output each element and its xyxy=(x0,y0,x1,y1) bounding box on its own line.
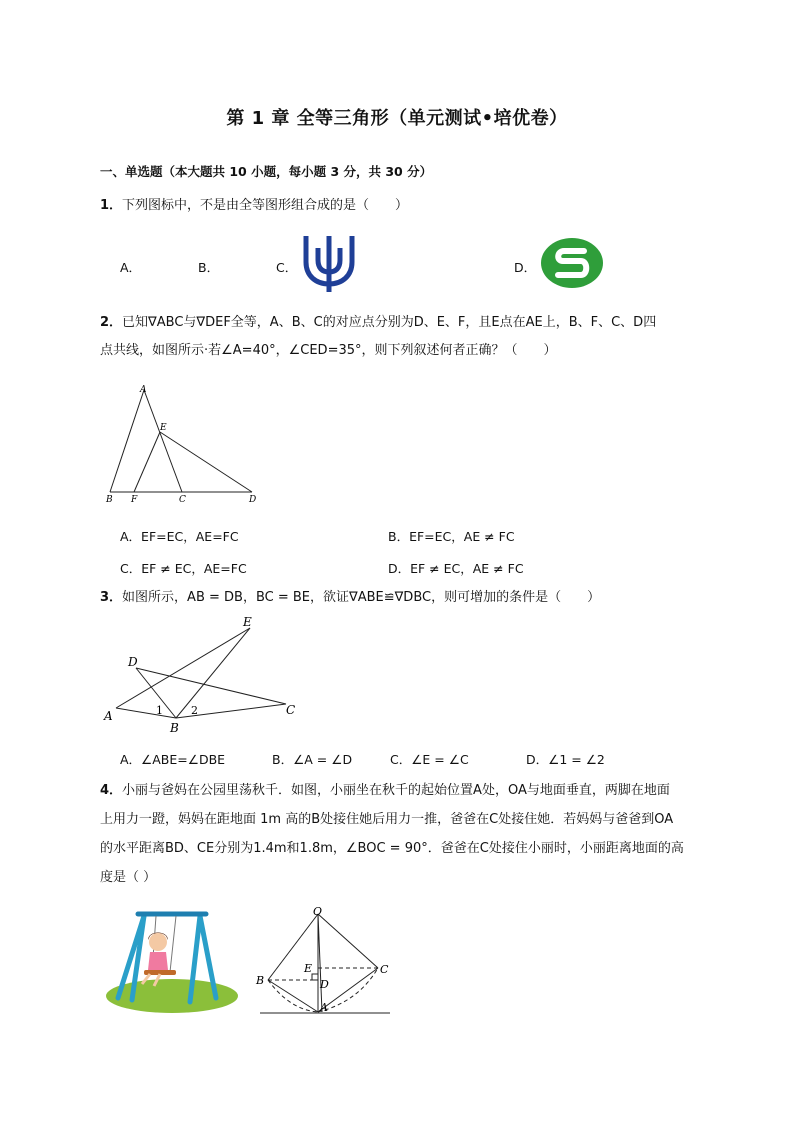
q1-option-c: C． xyxy=(276,260,298,275)
q2-label-f: F xyxy=(131,495,138,505)
q3-option-c: C．∠E = ∠C xyxy=(390,752,469,767)
question-4 xyxy=(100,776,730,892)
q1-option-b: B． xyxy=(198,260,220,275)
q1-option-d: D． xyxy=(514,260,537,275)
q3-label-angle-1: 1 xyxy=(156,704,163,717)
q2-label-b: B xyxy=(106,495,113,505)
question-2-line-2: 点共线，如图所示·若∠A=40°，∠CED=35°，则下列叙述何者正确？（ ） xyxy=(100,343,557,358)
q4-label-c: C xyxy=(380,963,389,976)
q3-label-e: E xyxy=(243,615,252,629)
q2-label-e: E xyxy=(160,423,167,433)
q3-label-d: D xyxy=(128,655,138,669)
q4-label-d: D xyxy=(320,978,329,991)
question-2 xyxy=(100,309,740,365)
question-3-number: 3． xyxy=(100,590,123,605)
q2-option-c: C．EF ≠ EC，AE=FC xyxy=(120,561,247,576)
q3-label-c: C xyxy=(286,703,296,717)
q3-label-angle-2: 2 xyxy=(191,704,198,717)
q3-triangle-figure xyxy=(100,612,310,740)
q3-label-b: B xyxy=(170,721,179,735)
section-heading: 一、单选题（本大题共 10 小题，每小题 3 分，共 30 分） xyxy=(100,164,433,179)
question-4-number: 4． xyxy=(100,783,123,798)
q4-label-o: O xyxy=(313,906,323,918)
q2-label-c: C xyxy=(179,495,186,505)
q2-option-a: A．EF=EC，AE=FC xyxy=(120,529,239,544)
q3-label-a: A xyxy=(104,709,113,723)
q2-label-a: A xyxy=(140,385,147,395)
q1-logo-c-icon xyxy=(300,232,358,294)
question-1-text: 下列图标中，不是由全等图形组合成的是（ ） xyxy=(122,198,409,213)
question-4-line-1: 小丽与爸妈在公园里荡秋千．如图，小丽坐在秋千的起始位置A处，OA与地面垂直，两脚在地面 xyxy=(122,783,670,798)
q1-option-a: A． xyxy=(120,260,142,275)
question-1-number: 1． xyxy=(100,198,123,213)
question-4-line-2: 上用力一蹬，妈妈在距地面 1m 高的B处接住她后用力一推，爸爸在C处接住她．若妈妈与爸爸到OA xyxy=(100,812,674,827)
question-2-line-1: 已知∇ABC与∇DEF全等，A、B、C的对应点分别为D、E、F，且E点在AE上，B、F、C、D四 xyxy=(122,315,657,330)
question-4-line-3: 的水平距离BD、CE分别为1.4m和1.8m，∠BOC = 90°．爸爸在C处接住小丽时，小丽距离地面的高 xyxy=(100,841,684,856)
question-4-line-4: 度是（ ） xyxy=(100,870,157,885)
question-3-text: 如图所示，AB = DB，BC = BE，欲证∇ABE≌∇DBC，则可增加的条件是（ ） xyxy=(122,590,601,605)
q2-triangle-figure xyxy=(100,380,270,506)
q1-logo-d-icon xyxy=(540,237,604,289)
q3-option-a: A．∠ABE=∠DBE xyxy=(120,752,226,767)
q2-option-b: B．EF=EC，AE ≠ FC xyxy=(388,529,515,544)
q4-swing-geometry-figure xyxy=(250,906,400,1018)
q3-option-b: B．∠A = ∠D xyxy=(272,752,353,767)
q3-option-d: D．∠1 = ∠2 xyxy=(526,752,605,767)
q2-label-d: D xyxy=(249,495,257,505)
q4-label-a: A xyxy=(320,1001,328,1014)
q4-label-b: B xyxy=(256,974,265,987)
question-3 xyxy=(100,584,720,612)
page-title: 第 1 章 全等三角形（单元测试•培优卷） xyxy=(226,108,568,129)
question-1 xyxy=(100,192,720,220)
question-2-number: 2． xyxy=(100,315,123,330)
q4-label-e: E xyxy=(304,962,313,975)
q2-option-d: D．EF ≠ EC，AE ≠ FC xyxy=(388,561,524,576)
swing-illustration-icon xyxy=(104,908,240,1016)
